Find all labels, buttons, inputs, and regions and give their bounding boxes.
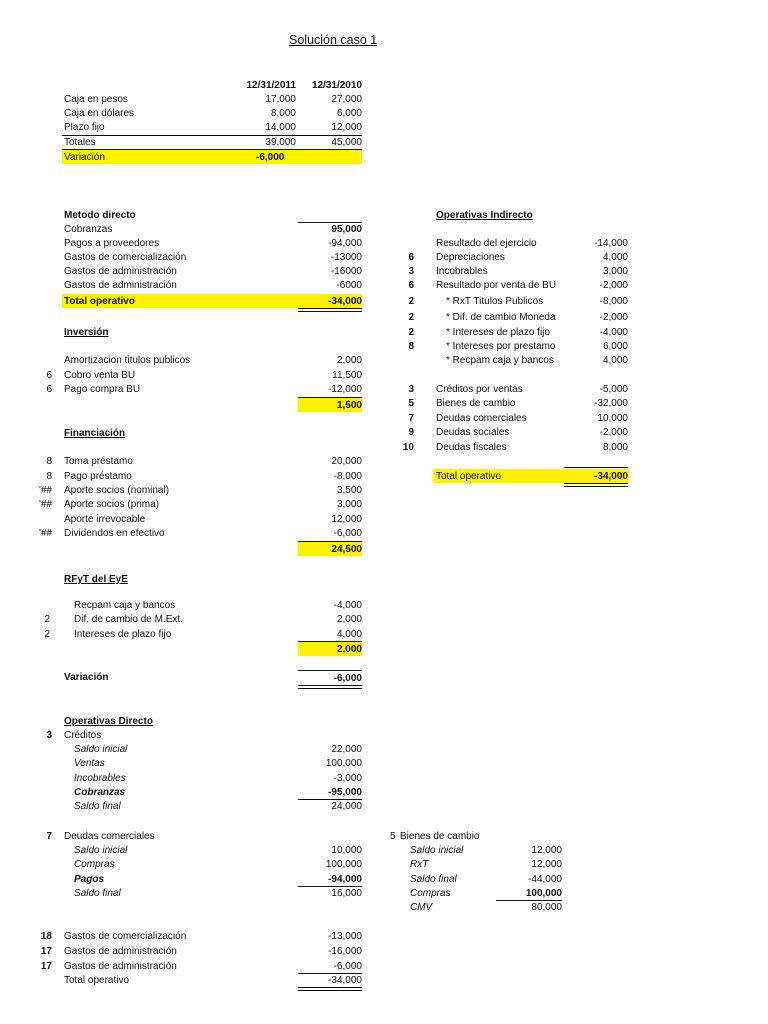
financing-row-value: 3,000	[336, 499, 362, 510]
page-title: Solución caso 1	[289, 33, 378, 47]
indirect-row-value: 4,000	[602, 252, 628, 263]
double-underline	[298, 987, 362, 991]
direct-row-label: Cobranzas	[64, 224, 113, 235]
deudas-row-label: Saldo inicial	[74, 845, 128, 856]
investment-total-value: 1,500	[336, 400, 362, 411]
indirect-row-label: Incobrables	[436, 266, 488, 277]
variation-highlight	[62, 150, 362, 164]
investment-row-value: -12,000	[328, 384, 362, 395]
investment-header: Inversión	[64, 327, 109, 338]
indirect-row-label: Deudas comerciales	[436, 413, 527, 424]
creditos-row-value: 22,000	[331, 744, 362, 755]
ref-number: 6	[408, 280, 414, 291]
ref-number: 17	[40, 946, 52, 957]
bienes-row-label: Compras	[410, 888, 451, 899]
creditos-row-label: Cobranzas	[74, 787, 126, 798]
bienes-row-label: CMV	[410, 902, 433, 913]
bienes-row-label: Saldo final	[410, 874, 457, 885]
variation-value: -6,000	[256, 152, 285, 163]
investment-row-value: 2,000	[336, 355, 362, 366]
rfyt-total-value: 2,000	[336, 644, 362, 655]
creditos-row-value: 24,000	[331, 801, 362, 812]
rfyt-row-label: Intereses de plazo fijo	[74, 629, 172, 640]
expense-row-value: -6,000	[333, 961, 362, 972]
ref-number: 7	[408, 413, 414, 424]
ref-number: 10	[402, 442, 414, 453]
direct-row-value: -94,000	[328, 238, 362, 249]
ref-number: 18	[40, 931, 52, 942]
op-direct-header: Operativas Directo	[64, 716, 153, 727]
expense-total-label: Total operativo	[64, 975, 130, 986]
indirect-row-label: * Intereses de plazo fijo	[446, 327, 550, 338]
double-underline	[564, 483, 628, 487]
expense-row-value: -16,000	[328, 946, 362, 957]
expense-row-label: Gastos de administración	[64, 946, 177, 957]
deudas-row-value: 100,000	[325, 859, 362, 870]
indirect-total-label: Total operativo	[436, 471, 502, 482]
indirect-row-label: * Recpam caja y bancos	[446, 355, 554, 366]
direct-row-value: 95,000	[331, 224, 362, 235]
indirect-row-label: * RxT Titulos Publicos	[446, 296, 544, 307]
expense-total-value: -34,000	[328, 975, 362, 986]
creditos-row-label: Saldo final	[74, 801, 121, 812]
indirect-row-value: -32,000	[594, 398, 628, 409]
creditos-row-value: 100,000	[325, 758, 362, 769]
direct-total-value: -34,000	[328, 296, 362, 307]
variation-label: Variación	[64, 672, 109, 683]
creditos-label: Créditos	[64, 730, 102, 741]
financing-row-value: 20,000	[331, 456, 362, 467]
ref-number: 2	[408, 296, 414, 307]
indirect-row-value: 10,000	[597, 413, 628, 424]
ref-number: 2	[408, 327, 414, 338]
bienes-row-value: -44,000	[528, 874, 562, 885]
rfyt-row-label: Recpam caja y bancos	[74, 600, 176, 611]
indirect-row-value: -8,000	[599, 296, 628, 307]
creditos-row-label: Incobrables	[74, 773, 126, 784]
variation-label: Variación	[64, 152, 105, 163]
cash-total-2010: 45,000	[331, 137, 362, 148]
cash-row-2010: 6,000	[336, 108, 362, 119]
rfyt-row-value: -4,000	[333, 600, 362, 611]
direct-row-value: -6000	[336, 280, 362, 291]
financing-row-label: Aporte socios (nominal)	[64, 485, 170, 496]
indirect-row-value: 3,000	[602, 266, 628, 277]
indirect-row-value: -5,000	[599, 384, 628, 395]
creditos-row-label: Ventas	[74, 758, 105, 769]
financing-row-label: Toma préstamo	[64, 456, 133, 467]
financing-row-value: 3,500	[336, 485, 362, 496]
indirect-row-value: 8,000	[602, 442, 628, 453]
financing-row-label: Aporte irrevocable	[64, 514, 146, 525]
expense-row-value: -13,000	[328, 931, 362, 942]
ref-number: 6	[408, 252, 414, 263]
deudas-row-value: 16,000	[331, 888, 362, 899]
deudas-label: Deudas comerciales	[64, 831, 155, 842]
indirect-row-label: * Dif. de cambio Moneda	[446, 312, 556, 323]
cash-row-label: Caja en dólares	[64, 108, 135, 119]
variation-value: -6,000	[333, 673, 362, 684]
indirect-total-value: -34,000	[594, 471, 628, 482]
divider	[564, 467, 628, 468]
rfyt-row-label: Dif. de cambio de M.Ext.	[74, 614, 183, 625]
ref-number: 5	[408, 398, 414, 409]
expense-row-label: Gastos de comercialización	[64, 931, 187, 942]
cash-row-2011: 8,000	[270, 108, 296, 119]
creditos-row-value: -3,000	[333, 773, 362, 784]
indirect-row-label: Resultado por venta de BU	[436, 280, 557, 291]
column-header-2010: 12/31/2010	[311, 80, 362, 91]
indirect-row-label: Resultado del ejercicio	[436, 238, 537, 249]
financing-row-value: -8,000	[333, 471, 362, 482]
direct-row-label: Gastos de administración	[64, 266, 177, 277]
bienes-label: Bienes de cambio	[400, 831, 480, 842]
deudas-row-label: Pagos	[74, 874, 105, 885]
indirect-row-value: -2,000	[599, 427, 628, 438]
rfyt-row-value: 4,000	[336, 629, 362, 640]
double-underline	[298, 308, 362, 312]
ref-number: 6	[46, 384, 52, 395]
financing-row-label: Pago préstamo	[64, 471, 132, 482]
rfyt-row-value: 2,000	[336, 614, 362, 625]
ref-number: '##	[38, 528, 52, 539]
ref-number: 2	[44, 629, 50, 640]
bienes-row-value: 12,000	[531, 845, 562, 856]
indirect-row-value: 4,000	[602, 355, 628, 366]
ref-number: 3	[46, 730, 52, 741]
cash-row-label: Plazo fijo	[64, 122, 105, 133]
indirect-row-value: 6,000	[602, 341, 628, 352]
direct-row-label: Pagos a proveedores	[64, 238, 160, 249]
financing-row-label: Aporte socios (prima)	[64, 499, 160, 510]
investment-row-label: Amortizacion titulos publicos	[64, 355, 191, 366]
cash-total-label: Totales	[64, 137, 96, 148]
indirect-row-value: -4,000	[599, 327, 628, 338]
direct-row-label: Gastos de comercialización	[64, 252, 187, 263]
cash-row-2011: 14,000	[265, 122, 296, 133]
creditos-row-value: -95,000	[328, 787, 362, 798]
bienes-row-value: 80,000	[531, 902, 562, 913]
rfyt-header: RFyT del EyE	[64, 574, 128, 585]
ref-number: 3	[408, 384, 414, 395]
ref-number: 9	[408, 427, 414, 438]
bienes-row-value: 100,000	[525, 888, 562, 899]
indirect-row-label: Créditos por ventas	[436, 384, 523, 395]
indirect-row-label: Bienes de cambio	[436, 398, 516, 409]
bienes-row-value: 12,000	[531, 859, 562, 870]
ref-number: '##	[38, 485, 52, 496]
ref-number: 8	[46, 456, 52, 467]
indirect-row-label: * Intereses por prestamo	[446, 341, 556, 352]
ref-number: 8	[46, 471, 52, 482]
ref-number: 17	[40, 961, 52, 972]
investment-row-label: Cobro venta BU	[64, 370, 136, 381]
indirect-row-value: -2,000	[599, 312, 628, 323]
ref-number: 7	[46, 831, 52, 842]
deudas-row-value: 10,000	[331, 845, 362, 856]
financing-total-value: 24,500	[331, 544, 362, 555]
direct-row-value: -13000	[330, 252, 362, 263]
financing-row-value: 12,000	[331, 514, 362, 525]
indirect-row-value: -14,000	[594, 238, 628, 249]
bienes-row-label: RxT	[410, 859, 429, 870]
indirect-row-label: Deudas sociales	[436, 427, 510, 438]
direct-row-label: Gastos de administración	[64, 280, 177, 291]
financing-header: Financiación	[64, 428, 126, 439]
creditos-row-label: Saldo inicial	[74, 744, 128, 755]
divider	[298, 670, 362, 671]
direct-method-header: Metodo directo	[64, 210, 136, 221]
cash-row-2011: 17,000	[265, 94, 296, 105]
deudas-row-value: -94,000	[328, 874, 362, 885]
direct-row-value: -16000	[330, 266, 362, 277]
ref-number: 2	[408, 312, 414, 323]
double-underline	[298, 685, 362, 689]
financing-row-label: Dividendos en efectivo	[64, 528, 165, 539]
indirect-header: Operativas Indirecto	[436, 210, 533, 221]
bienes-row-label: Saldo inicial	[410, 845, 464, 856]
indirect-row-label: Deudas fiscales	[436, 442, 507, 453]
ref-number: 8	[408, 341, 414, 352]
investment-row-value: 11,500	[332, 370, 362, 381]
cash-row-label: Caja en pesos	[64, 94, 128, 105]
cash-row-2010: 12,000	[331, 122, 362, 133]
cash-row-2010: 27,000	[331, 94, 362, 105]
deudas-row-label: Saldo final	[74, 888, 121, 899]
financing-row-value: -6,000	[333, 528, 362, 539]
ref-number: 6	[46, 370, 52, 381]
ref-number: 5	[390, 831, 396, 842]
ref-number: 3	[408, 266, 414, 277]
indirect-row-label: Depreciaciones	[436, 252, 505, 263]
indirect-row-value: -2,000	[599, 280, 628, 291]
ref-number: 2	[44, 614, 50, 625]
deudas-row-label: Compras	[74, 859, 115, 870]
expense-row-label: Gastos de administración	[64, 961, 177, 972]
direct-total-label: Total operativo	[64, 296, 135, 307]
ref-number: '##	[38, 499, 52, 510]
column-header-2011: 12/31/2011	[246, 80, 296, 91]
investment-row-label: Pago compra BU	[64, 384, 141, 395]
cash-total-2011: 39,000	[265, 137, 296, 148]
